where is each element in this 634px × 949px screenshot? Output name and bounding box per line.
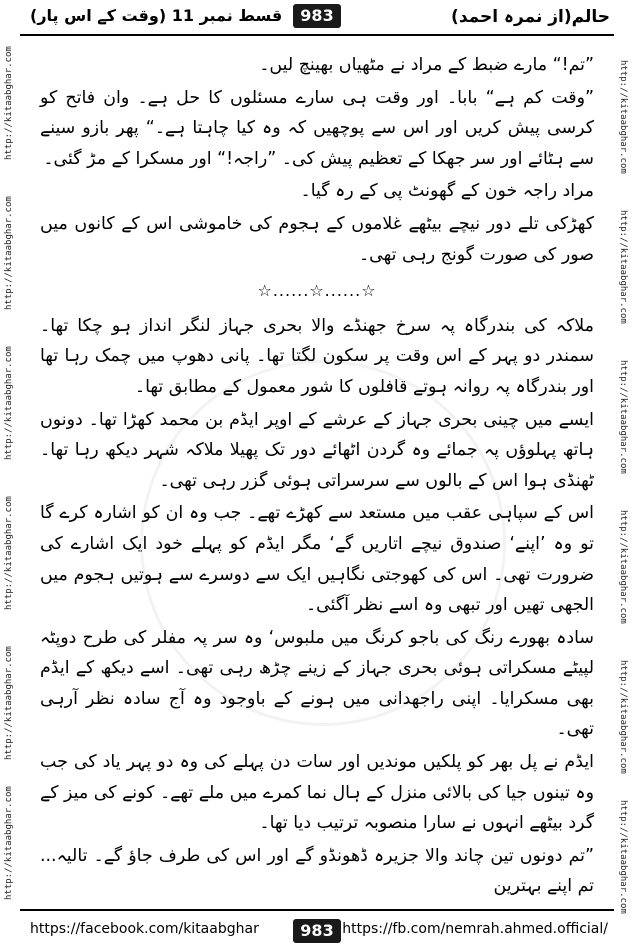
side-url: http://kitaabghar.com (618, 60, 628, 174)
paragraph: ”تم!“ مارے ضبط کے مراد نے مٹھیاں بھینچ لیں۔ (259, 55, 594, 75)
page-body (40, 50, 594, 904)
facebook-link-left[interactable]: https://facebook.com/kitaabghar (30, 921, 259, 937)
episode-title: قسط نمبر 11 (وقت کے اس پار) (30, 6, 283, 25)
paragraph: ”وقت کم ہے“ بابا۔ اور وقت ہی سارے مسئلوں کا حل ہے۔ وان فاتح کو کرسی پیش کریں اور اس سے پوچھیں کہ وہ کیا چاہتا ہے۔“ پھر بازو سینے سے ہٹائے اور سر جھکا کے تعظیم پیش کی۔ ”راجہ!“ اور مسکرا کے مڑ گئی۔ (40, 87, 594, 169)
side-url: http://kitaabghar.com (618, 660, 628, 774)
paragraph: مراد راجہ خون کے گھونٹ پی کے رہ گیا۔ (300, 181, 594, 202)
left-margin-watermark (4, 40, 18, 910)
side-url: http://kitaabghar.com (618, 210, 628, 324)
footer-divider (20, 909, 614, 911)
page-number-bottom: 983 (293, 919, 341, 943)
right-margin-watermark (616, 40, 630, 914)
paragraph: ایڈم نے پل بھر کو پلکیں موندیں اور سات دن پہلے کی وہ دو پہر یاد کی جب وہ تینوں جیا کی بالائی منزل کے ہال نما کمرے میں ملے تھے۔ کونے کی میز کے گرد بیٹھے انہوں نے سارا منصوبہ ترتیب دیا تھا۔ (40, 752, 594, 834)
section-divider: ☆......☆......☆ (257, 281, 377, 301)
side-url: http://kitaabghar.com (618, 800, 628, 914)
paragraph: اس کے سپاہی عقب میں مستعد سے کھڑے تھے۔ جب وہ ان کو اشارہ کرے گا تو وہ ’اپنے‘ صندوق نیچے اتاریں گے‘ مگر ایڈم کو پہلے خود ایک اشارے کی ضرورت تھی۔ اس کی کھوجتی نگاہیں ایک سے دوسرے سے ہوتیں ہجوم میں الجھی تھیں اور تبھی وہ اسے نظر آگئی۔ (40, 503, 594, 616)
side-url: http://kitaabghar.com (4, 786, 14, 900)
page-footer (0, 907, 634, 949)
novel-title: حالم(از نمرہ احمد) (451, 7, 610, 27)
paragraph: کھڑکی تلے دور نیچے بیٹھے غلاموں کے ہجوم کی خاموشی اس کے کانوں میں صور کی صورت گونج رہی تھی۔ (40, 213, 594, 265)
side-url: http://kitaabghar.com (4, 196, 14, 310)
facebook-link-right[interactable]: https://fb.com/nemrah.ahmed.official/ (342, 921, 608, 937)
side-url: http://kitaabghar.com (4, 346, 14, 460)
page-number-top: 983 (293, 4, 341, 28)
side-url: http://kitaabghar.com (4, 46, 14, 160)
side-url: http://kitaabghar.com (4, 496, 14, 610)
paragraph: ”تم دونوں تین چاند والا جزیرہ ڈھونڈو گے اور اس کی طرف جاؤ گے۔ تالیہ... تم اپنے بہترین (40, 845, 594, 897)
header-divider (20, 34, 614, 36)
page-header (0, 0, 634, 36)
side-url: http://kitaabghar.com (618, 360, 628, 474)
paragraph: ایسے میں چینی بحری جہاز کے عرشے کے اوپر ایڈم بن محمد کھڑا تھا۔ دونوں ہاتھ پہلوؤں پہ جمائے وہ گردن اٹھائے دور تک پھیلا ملاکہ شہر دیکھ رہا تھا۔ ٹھنڈی ہوا اس کے بالوں سے سرسراتی ہوئی گزر رہی تھی۔ (40, 409, 594, 491)
side-url: http://kitaabghar.com (618, 510, 628, 624)
paragraph: ملاکہ کی بندرگاہ پہ سرخ جھنڈے والا بحری جہاز لنگر انداز ہو چکا تھا۔ سمندر دو پہر کے اس وقت پر سکون لگتا تھا۔ پانی دھوپ میں چمک رہا تھا اور بندرگاہ پہ روانہ ہوتے قافلوں کا شور معمول کے مطابق تھا۔ (40, 315, 594, 397)
paragraph: سادہ بھورے رنگ کی باجو کرنگ میں ملبوس‘ وہ سر پہ مفلر کی طرح دوپٹہ لپیٹے مسکراتی ہوئی بحری جہاز کے زینے چڑھ رہی تھی۔ اسے دیکھ کے ایڈم بھی مسکرایا۔ اپنی راجھدانی میں ہونے کے باوجود وہ آج سادہ نظر آرہی تھی۔ (40, 627, 594, 740)
side-url: http://kitaabghar.com (4, 646, 14, 760)
